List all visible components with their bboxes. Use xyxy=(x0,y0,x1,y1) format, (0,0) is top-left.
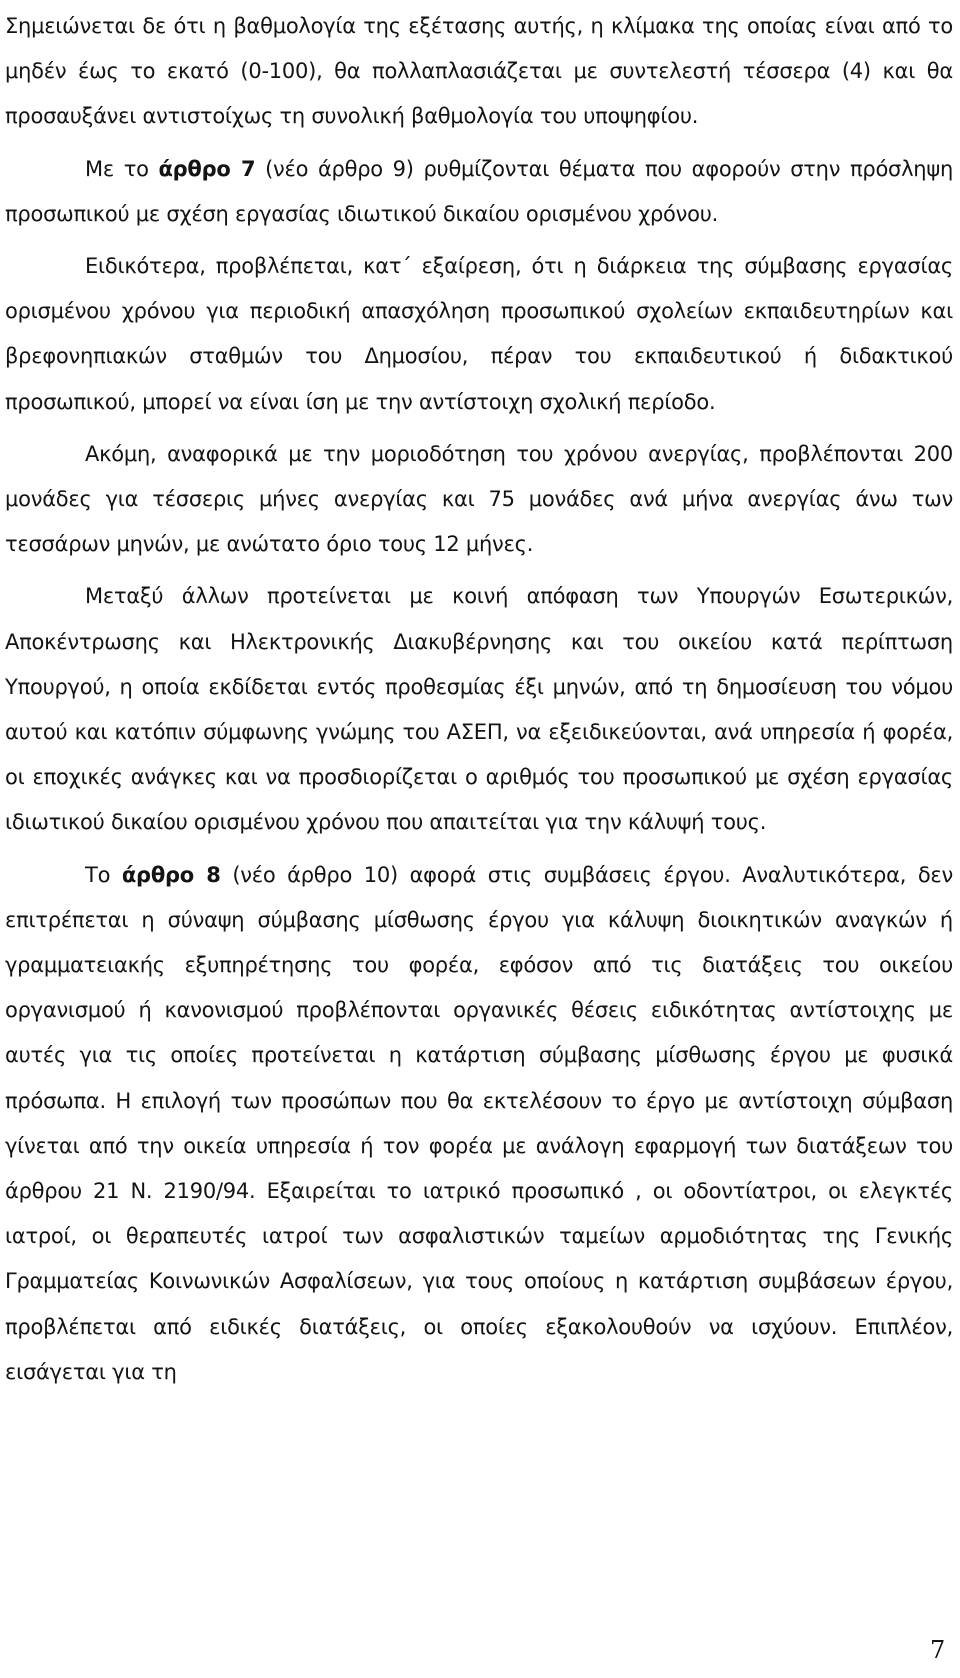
article-8-heading: άρθρο 8 xyxy=(121,862,221,887)
paragraph-article-7-lead: Με το xyxy=(85,156,159,181)
paragraph-article-7-body: (νέο άρθρο 9) ρυθμίζονται θέματα που αφορούν στην πρόσληψη προσωπικού με σχέση εργασίας ιδιωτικού δικαίου ορισμένου χρόνου. xyxy=(5,156,954,226)
paragraph-article-8 xyxy=(5,853,953,1395)
article-7-heading: άρθρο 7 xyxy=(158,156,256,181)
paragraph-contract-duration: Ειδικότερα, προβλέπεται, κατ΄ εξαίρεση, ότι η διάρκεια της σύμβασης εργασίας ορισμένου χρόνου για περιοδική απασχόληση προσωπικού σχολείων εκπαιδευτηρίων και βρεφονηπιακών σταθμών του Δημοσίου, πέραν του εκπαιδευτικού ή διδακτικού προσωπικού, μπορεί να είναι ίση με την αντίστοιχη σχολική περίοδο. xyxy=(5,254,953,414)
paragraph-unemployment-points: Ακόμη, αναφορικά με την μοριοδότηση του χρόνου ανεργίας, προβλέπονται 200 μονάδες για τέσσερις μήνες ανεργίας και 75 μονάδες ανά μήνα ανεργίας άνω των τεσσάρων μηνών, με ανώτατο όριο τους 12 μήνες. xyxy=(5,441,953,557)
paragraph-article-7 xyxy=(5,147,953,237)
paragraph-article-8-body: (νέο άρθρο 10) αφορά στις συμβάσεις έργου. Αναλυτικότερα, δεν επιτρέπεται η σύναψη σύμβασης μίσθωσης έργου για κάλυψη διοικητικών αναγκών ή γραμματειακής εξυπηρέτησης του φορέα, εφόσον από τις διατάξεις του οικείου οργανισμού ή κανονισμού προβλέπονται οργανικές θέσεις ειδικότητας αντίστοιχης με αυτές για τις οποίες προτείνεται η κατάρτιση σύμβασης μίσθωσης έργου με φυσικά πρόσωπα. Η επιλογή των προσώπων που θα εκτελέσουν το έργο με αντίστοιχη σύμβαση γίνεται από την οικεία υπηρεσία ή τον φορέα με ανάλογη εφαρμογή των διατάξεων του άρθρου 21 Ν. 2190/94. Εξαιρείται το ιατρικό προσωπικό , οι οδοντίατροι, οι ελεγκτές ιατροί, οι θεραπευτές ιατροί των ασφαλιστικών ταμείων αρμοδιότητας της Γενικής Γραμματείας Κοινωνικών Ασφαλίσεων, για τους οποίους η κατάρτιση συμβάσεων έργου, προβλέπεται από ειδικές διατάξεις, οι οποίες εξακολουθούν να ισχύουν. Επιπλέον, εισάγεται για τη xyxy=(5,862,953,1384)
page-number: 7 xyxy=(930,1636,946,1664)
paragraph-exam-scoring: Σημειώνεται δε ότι η βαθμολογία της εξέτασης αυτής, η κλίμακα της οποίας είναι από το μηδέν έως το εκατό (0-100), θα πολλαπλασιάζεται με συντελεστή τέσσερα (4) και θα προσαυξάνει αντιστοίχως τη συνολική βαθμολογία του υποψηφίου. xyxy=(5,14,953,129)
paragraph-article-8-lead: Το xyxy=(85,862,122,887)
paragraph-seasonal-needs: Μεταξύ άλλων προτείνεται με κοινή απόφαση των Υπουργών Εσωτερικών, Αποκέντρωσης και Ηλεκτρονικής Διακυβέρνησης και του οικείου κατά περίπτωση Υπουργού, η οποία εκδίδεται εντός προθεσμίας έξι μηνών, από τη δημοσίευση του νόμου αυτού και κατόπιν σύμφωνης γνώμης του ΑΣΕΠ, να εξειδικεύονται, ανά υπηρεσία ή φορέα, οι εποχικές ανάγκες και να προσδιορίζεται ο αριθμός του προσωπικού με σχέση εργασίας ιδιωτικού δικαίου ορισμένου χρόνου που απαιτείται για την κάλυψή τους. xyxy=(5,584,953,835)
document-body xyxy=(5,4,953,1402)
